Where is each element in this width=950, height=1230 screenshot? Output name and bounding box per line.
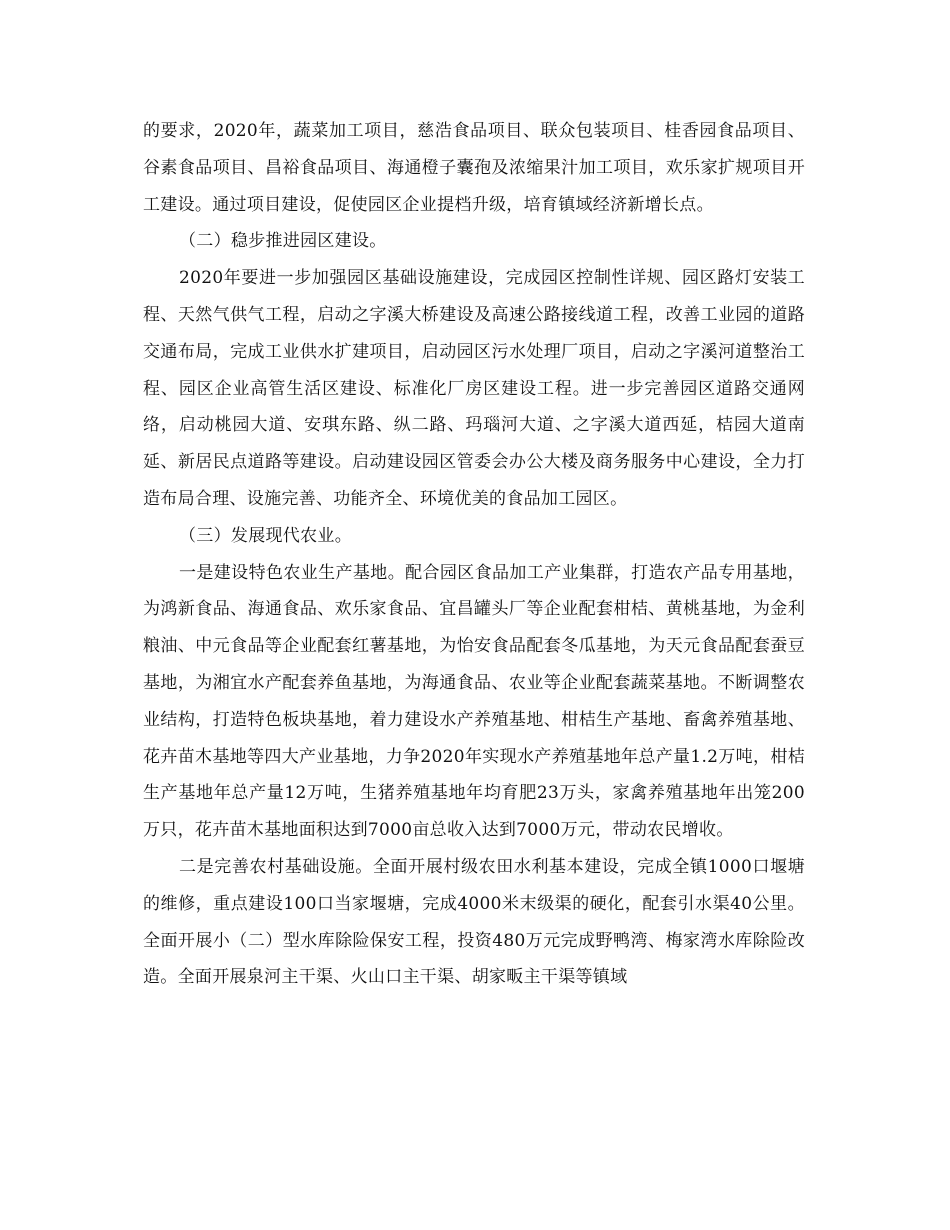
document-body xyxy=(143,113,805,996)
paragraph-agriculture-bases: 一是建设特色农业生产基地。配合园区食品加工产业集群，打造农产品专用基地，为鸿新食品、海通食品、欢乐家食品、宜昌罐头厂等企业配套柑桔、黄桃基地，为金利粮油、中元食品等企业配套红薯基地，为怡安食品配套冬瓜基地，为天元食品配套蚕豆基地，为湘宜水产配套养鱼基地，为海通食品、农业等企业配套蔬菜基地。不断调整农业结构，打造特色板块基地，着力建设水产养殖基地、柑桔生产基地、畜禽养殖基地、花卉苗木基地等四大产业基地，力争2020年实现水产养殖基地年总产量1.2万吨，柑桔生产基地年总产量12万吨，生猪养殖基地年均育肥23万头，家禽养殖基地年出笼200万只，花卉苗木基地面积达到7000亩总收入达到7000万元，带动农民增收。 xyxy=(143,562,805,841)
paragraph-park-infrastructure: 2020年要进一步加强园区基础设施建设，完成园区控制性详规、园区路灯安装工程、天然气供气工程，启动之字溪大桥建设及高速公路接线道工程，改善工业园的道路交通布局，完成工业供水扩建项目，启动园区污水处理厂项目，启动之字溪河道整治工程、园区企业高管生活区建设、标准化厂房区建设工程。进一步完善园区道路交通网络，启动桃园大道、安琪东路、纵二路、玛瑙河大道、之字溪大道西延，桔园大道南延、新居民点道路等建设。启动建设园区管委会办公大楼及商务服务中心建设，全力打造布局合理、设施完善、功能齐全、环境优美的食品加工园区。 xyxy=(143,268,805,509)
paragraph-rural-infrastructure: 二是完善农村基础设施。全面开展村级农田水利基本建设，完成全镇1000口堰塘的维修，重点建设100口当家堰塘，完成4000米末级渠的硬化，配套引水渠40公里。全面开展小（二）型水库除险保安工程，投资480万元完成野鸭湾、梅家湾水库除险改造。全面开展泉河主干渠、火山口主干渠、胡家畈主干渠等镇域 xyxy=(143,856,805,988)
paragraph-continuation: 的要求，2020年，蔬菜加工项目，慈浩食品项目、联众包装项目、桂香园食品项目、谷素食品项目、昌裕食品项目、海通橙子囊孢及浓缩果汁加工项目，欢乐家扩规项目开工建设。通过项目建设，促使园区企业提档升级，培育镇域经济新增长点。 xyxy=(143,121,805,215)
section-heading-modern-agriculture: （三）发展现代农业。 xyxy=(179,525,352,546)
section-heading-park-construction: （二）稳步推进园区建设。 xyxy=(179,231,387,252)
